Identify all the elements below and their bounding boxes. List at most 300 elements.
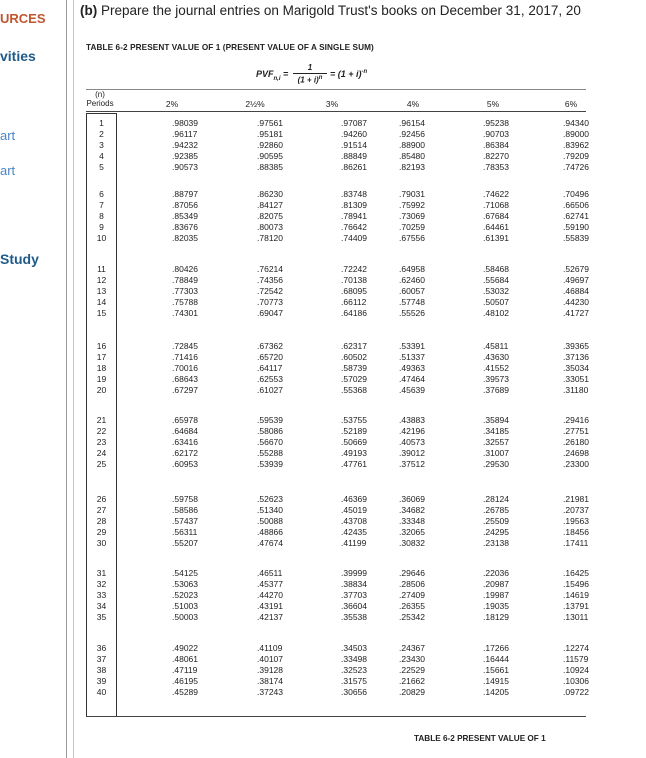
value-cell: .32557 (483, 437, 509, 447)
period-cell: 5 (99, 162, 104, 172)
value-cell: .57029 (341, 374, 367, 384)
value-cell: .92860 (257, 140, 283, 150)
value-cell: .96154 (399, 118, 425, 128)
value-cell: .47674 (257, 538, 283, 548)
value-cell: .14619 (563, 590, 589, 600)
value-cell: .18129 (483, 612, 509, 622)
value-cell: .40573 (399, 437, 425, 447)
period-cell: 36 (96, 643, 107, 653)
value-cell: .19987 (483, 590, 509, 600)
value-cell: .23138 (483, 538, 509, 548)
periods-header-label: Periods (86, 99, 114, 108)
value-cell: .19563 (563, 516, 589, 526)
period-cell: 33 (96, 590, 107, 600)
table-row (86, 233, 589, 244)
value-cell: .82270 (483, 151, 509, 161)
table-row (86, 286, 589, 297)
value-cell: .21662 (399, 676, 425, 686)
value-cell: .42137 (257, 612, 283, 622)
table-row (86, 612, 589, 623)
period-cell: 39 (96, 676, 107, 686)
table-row (86, 151, 589, 162)
value-cell: .94232 (172, 140, 198, 150)
value-cell: .67297 (172, 385, 198, 395)
table-row (86, 140, 589, 151)
period-cell: 24 (96, 448, 107, 458)
value-cell: .65978 (172, 415, 198, 425)
value-cell: .33348 (399, 516, 425, 526)
sidebar-link-study[interactable]: Study (0, 251, 39, 267)
value-cell: .24295 (483, 527, 509, 537)
value-cell: .83748 (341, 189, 367, 199)
table-row (86, 297, 589, 308)
value-cell: .72845 (172, 341, 198, 351)
value-cell: .61391 (483, 233, 509, 243)
value-cell: .34503 (341, 643, 367, 653)
value-cell: .46884 (563, 286, 589, 296)
value-cell: .60057 (399, 286, 425, 296)
table-row (86, 448, 589, 459)
period-cell: 2 (99, 129, 104, 139)
fraction-bar (293, 73, 327, 74)
table-row (86, 385, 589, 396)
value-cell: .65720 (257, 352, 283, 362)
value-cell: .55368 (341, 385, 367, 395)
value-cell: .28124 (483, 494, 509, 504)
value-cell: .36604 (341, 601, 367, 611)
table-row (86, 374, 589, 385)
value-cell: .20987 (483, 579, 509, 589)
value-cell: .88385 (257, 162, 283, 172)
value-cell: .88900 (399, 140, 425, 150)
value-cell: .19035 (483, 601, 509, 611)
value-cell: .90595 (257, 151, 283, 161)
sidebar-divider (66, 0, 67, 758)
value-cell: .53939 (257, 459, 283, 469)
value-cell: .62172 (172, 448, 198, 458)
value-cell: .21981 (563, 494, 589, 504)
sidebar-link-activities[interactable]: vities (0, 48, 36, 64)
sidebar-link-art-1[interactable]: art (0, 128, 16, 143)
value-cell: .60953 (172, 459, 198, 469)
value-cell: .50669 (341, 437, 367, 447)
period-cell: 23 (96, 437, 107, 447)
period-cell: 8 (99, 211, 104, 221)
value-cell: .66506 (563, 200, 589, 210)
value-cell: .83962 (563, 140, 589, 150)
formula-lhs: $PVF_{n,i}$ = (256, 69, 289, 82)
value-cell: .64117 (257, 363, 283, 373)
value-cell: .54125 (172, 568, 198, 578)
value-cell: .26355 (399, 601, 425, 611)
value-cell: .55207 (172, 538, 198, 548)
value-cell: .53391 (399, 341, 425, 351)
value-cell: .28506 (399, 579, 425, 589)
value-cell: .14205 (483, 687, 509, 697)
value-cell: .15496 (563, 579, 589, 589)
formula-denominator: $(1 + i)^n$ (297, 75, 323, 85)
formula-fraction (293, 63, 327, 85)
value-cell: .33498 (341, 654, 367, 664)
value-cell: .41199 (341, 538, 367, 548)
value-cell: .45811 (483, 341, 509, 351)
value-cell: .94260 (341, 129, 367, 139)
table-row (86, 211, 589, 222)
value-cell: .58586 (172, 505, 198, 515)
value-cell: .18456 (563, 527, 589, 537)
value-cell: .16425 (563, 568, 589, 578)
sidebar-link-art-2[interactable]: art (0, 163, 16, 178)
value-cell: .55839 (563, 233, 589, 243)
table-row (86, 665, 589, 676)
value-cell: .46511 (257, 568, 283, 578)
header-separator (86, 111, 586, 112)
value-cell: .68643 (172, 374, 198, 384)
period-cell: 6 (99, 189, 104, 199)
value-cell: .17266 (483, 643, 509, 653)
value-cell: .56670 (257, 437, 283, 447)
value-cell: .59758 (172, 494, 198, 504)
value-cell: .35034 (563, 363, 589, 373)
value-cell: .70259 (399, 222, 425, 232)
value-cell: .39573 (483, 374, 509, 384)
value-cell: .12274 (563, 643, 589, 653)
value-cell: .59539 (257, 415, 283, 425)
period-cell: 31 (96, 568, 107, 578)
table-footer: TABLE 6-2 PRESENT VALUE OF 1 (414, 734, 546, 743)
value-cell: .55526 (399, 308, 425, 318)
sidebar (0, 0, 70, 758)
value-cell: .82075 (257, 211, 283, 221)
value-cell: .20829 (399, 687, 425, 697)
value-cell: .22036 (483, 568, 509, 578)
value-cell: .55288 (257, 448, 283, 458)
value-cell: .26785 (483, 505, 509, 515)
value-cell: .76214 (257, 264, 283, 274)
table-row (86, 505, 589, 516)
value-cell: .36069 (399, 494, 425, 504)
value-cell: .97087 (341, 118, 367, 128)
table-bottom-rule (86, 716, 586, 717)
table-row (86, 590, 589, 601)
value-cell: .45019 (341, 505, 367, 515)
value-cell: .75992 (399, 200, 425, 210)
value-cell: .50003 (172, 612, 198, 622)
question-body: Prepare the journal entries on Marigold Trust's books on December 31, 2017, 20 (101, 3, 581, 18)
value-cell: .39365 (563, 341, 589, 351)
value-cell: .86230 (257, 189, 283, 199)
rate-header: 2½% (245, 99, 265, 109)
rate-header: 3% (325, 99, 339, 109)
table-row (86, 129, 589, 140)
value-cell: .53032 (483, 286, 509, 296)
value-cell: .57437 (172, 516, 198, 526)
value-cell: .51340 (257, 505, 283, 515)
value-cell: .85349 (172, 211, 198, 221)
value-cell: .51337 (399, 352, 425, 362)
value-cell: .79031 (399, 189, 425, 199)
value-cell: .32065 (399, 527, 425, 537)
value-cell: .92385 (172, 151, 198, 161)
value-cell: .63416 (172, 437, 198, 447)
value-cell: .52623 (257, 494, 283, 504)
value-cell: .64958 (399, 264, 425, 274)
value-cell: .84127 (257, 200, 283, 210)
value-cell: .39999 (341, 568, 367, 578)
value-cell: .90573 (172, 162, 198, 172)
header-rule (86, 89, 586, 90)
value-cell: .42435 (341, 527, 367, 537)
period-cell: 11 (97, 264, 106, 274)
table-row (86, 579, 589, 590)
question-label: (b) (80, 3, 98, 18)
value-cell: .41552 (483, 363, 509, 373)
value-cell: .43883 (399, 415, 425, 425)
value-cell: .53755 (341, 415, 367, 425)
value-cell: .92456 (399, 129, 425, 139)
value-cell: .74409 (341, 233, 367, 243)
value-cell: .62460 (399, 275, 425, 285)
value-cell: .41109 (257, 643, 283, 653)
value-cell: .49363 (399, 363, 425, 373)
periods-header-n: (n) (95, 90, 105, 99)
table-row (86, 264, 589, 275)
value-cell: .25509 (483, 516, 509, 526)
period-cell: 13 (96, 286, 107, 296)
question-text (80, 3, 581, 18)
table-row (86, 162, 589, 173)
period-cell: 40 (96, 687, 107, 697)
value-cell: .44230 (563, 297, 589, 307)
value-cell: .66112 (341, 297, 367, 307)
value-cell: .10924 (563, 665, 589, 675)
value-cell: .48866 (257, 527, 283, 537)
period-cell: 28 (96, 516, 107, 526)
value-cell: .56311 (172, 527, 198, 537)
table-row (86, 200, 589, 211)
value-cell: .25342 (399, 612, 425, 622)
value-cell: .26180 (563, 437, 589, 447)
value-cell: .43708 (341, 516, 367, 526)
value-cell: .52023 (172, 590, 198, 600)
value-cell: .10306 (563, 676, 589, 686)
period-cell: 37 (96, 654, 107, 664)
value-cell: .31575 (341, 676, 367, 686)
value-cell: .13791 (563, 601, 589, 611)
periods-header (84, 90, 116, 108)
value-cell: .70138 (341, 275, 367, 285)
value-cell: .61027 (257, 385, 283, 395)
value-cell: .59190 (563, 222, 589, 232)
value-cell: .90703 (483, 129, 509, 139)
value-cell: .37243 (257, 687, 283, 697)
formula-rhs: = $(1 + i)^{-n}$ (330, 69, 368, 79)
period-cell: 38 (96, 665, 107, 675)
value-cell: .47464 (399, 374, 425, 384)
period-cell: 32 (96, 579, 107, 589)
value-cell: .81309 (341, 200, 367, 210)
period-cell: 29 (96, 527, 107, 537)
table-row (86, 568, 589, 579)
table-row (86, 189, 589, 200)
value-cell: .95238 (483, 118, 509, 128)
value-cell: .09722 (563, 687, 589, 697)
table-row (86, 352, 589, 363)
period-cell: 21 (96, 415, 107, 425)
value-cell: .52679 (563, 264, 589, 274)
value-cell: .78120 (257, 233, 283, 243)
table-row (86, 222, 589, 233)
value-cell: .34682 (399, 505, 425, 515)
value-cell: .41727 (563, 308, 589, 318)
value-cell: .78849 (172, 275, 198, 285)
rate-headers (116, 99, 588, 109)
period-cell: 35 (96, 612, 107, 622)
value-cell: .67684 (483, 211, 509, 221)
value-cell: .78941 (341, 211, 367, 221)
value-cell: .69047 (257, 308, 283, 318)
period-cell: 18 (96, 363, 107, 373)
value-cell: .74622 (483, 189, 509, 199)
value-cell: .42196 (399, 426, 425, 436)
value-cell: .74726 (563, 162, 589, 172)
rate-header: 2% (165, 99, 179, 109)
value-cell: .80426 (172, 264, 198, 274)
rate-header: 5% (486, 99, 500, 109)
value-cell: .16444 (483, 654, 509, 664)
value-cell: .58739 (341, 363, 367, 373)
value-cell: .52189 (341, 426, 367, 436)
rate-header: 6% (564, 99, 578, 109)
period-cell: 34 (96, 601, 107, 611)
value-cell: .55684 (483, 275, 509, 285)
period-cell: 17 (96, 352, 107, 362)
value-cell: .86261 (341, 162, 367, 172)
value-cell: .46195 (172, 676, 198, 686)
period-cell: 22 (96, 426, 107, 436)
value-cell: .87056 (172, 200, 198, 210)
table-row (86, 494, 589, 505)
value-cell: .14915 (483, 676, 509, 686)
value-cell: .43630 (483, 352, 509, 362)
table-row (86, 601, 589, 612)
value-cell: .73069 (399, 211, 425, 221)
value-cell: .24698 (563, 448, 589, 458)
value-cell: .38174 (257, 676, 283, 686)
period-cell: 20 (96, 385, 107, 395)
value-cell: .77303 (172, 286, 198, 296)
value-cell: .43191 (257, 601, 283, 611)
value-cell: .82035 (172, 233, 198, 243)
formula-numerator: 1 (307, 63, 313, 72)
period-cell: 1 (99, 118, 104, 128)
value-cell: .64684 (172, 426, 198, 436)
rate-header: 4% (406, 99, 420, 109)
value-cell: .38834 (341, 579, 367, 589)
value-cell: .85480 (399, 151, 425, 161)
table-row (86, 643, 589, 654)
value-cell: .96117 (172, 129, 198, 139)
value-cell: .51003 (172, 601, 198, 611)
period-cell: 14 (96, 297, 107, 307)
table-row (86, 437, 589, 448)
value-cell: .58468 (483, 264, 509, 274)
value-cell: .76642 (341, 222, 367, 232)
table-row (86, 516, 589, 527)
period-cell: 3 (99, 140, 104, 150)
value-cell: .57748 (399, 297, 425, 307)
value-cell: .29416 (563, 415, 589, 425)
value-cell: .31180 (563, 385, 589, 395)
value-cell: .80073 (257, 222, 283, 232)
value-cell: .67556 (399, 233, 425, 243)
table-row (86, 118, 589, 129)
period-cell: 30 (96, 538, 107, 548)
value-cell: .62317 (341, 341, 367, 351)
value-cell: .67362 (257, 341, 283, 351)
value-cell: .37136 (563, 352, 589, 362)
value-cell: .27409 (399, 590, 425, 600)
value-cell: .48102 (483, 308, 509, 318)
period-cell: 10 (96, 233, 107, 243)
value-cell: .40107 (257, 654, 283, 664)
value-cell: .31007 (483, 448, 509, 458)
table-row (86, 459, 589, 470)
value-cell: .88797 (172, 189, 198, 199)
period-cell: 27 (96, 505, 107, 515)
value-cell: .91514 (341, 140, 367, 150)
value-cell: .72542 (257, 286, 283, 296)
value-cell: .53063 (172, 579, 198, 589)
sidebar-link-resources[interactable]: URCES (0, 11, 46, 26)
value-cell: .70496 (563, 189, 589, 199)
value-cell: .23430 (399, 654, 425, 664)
value-cell: .71416 (172, 352, 198, 362)
value-cell: .70016 (172, 363, 198, 373)
value-cell: .24367 (399, 643, 425, 653)
value-cell: .49697 (563, 275, 589, 285)
table-row (86, 363, 589, 374)
value-cell: .60502 (341, 352, 367, 362)
value-cell: .13011 (563, 612, 589, 622)
value-cell: .97561 (257, 118, 283, 128)
period-cell: 7 (99, 200, 104, 210)
period-cell: 19 (96, 374, 107, 384)
content-divider (73, 0, 74, 758)
table-row (86, 415, 589, 426)
value-cell: .68095 (341, 286, 367, 296)
table-row (86, 527, 589, 538)
value-cell: .33051 (563, 374, 589, 384)
period-cell: 16 (96, 341, 107, 351)
value-cell: .35894 (483, 415, 509, 425)
value-cell: .62553 (257, 374, 283, 384)
value-cell: .29646 (399, 568, 425, 578)
value-cell: .47761 (341, 459, 367, 469)
value-cell: .64461 (483, 222, 509, 232)
value-cell: .64186 (341, 308, 367, 318)
value-cell: .46369 (341, 494, 367, 504)
value-cell: .30832 (399, 538, 425, 548)
value-cell: .62741 (563, 211, 589, 221)
value-cell: .89000 (563, 129, 589, 139)
table-row (86, 426, 589, 437)
value-cell: .45289 (172, 687, 198, 697)
value-cell: .23300 (563, 459, 589, 469)
value-cell: .39012 (399, 448, 425, 458)
period-cell: 12 (96, 275, 107, 285)
table-row (86, 341, 589, 352)
